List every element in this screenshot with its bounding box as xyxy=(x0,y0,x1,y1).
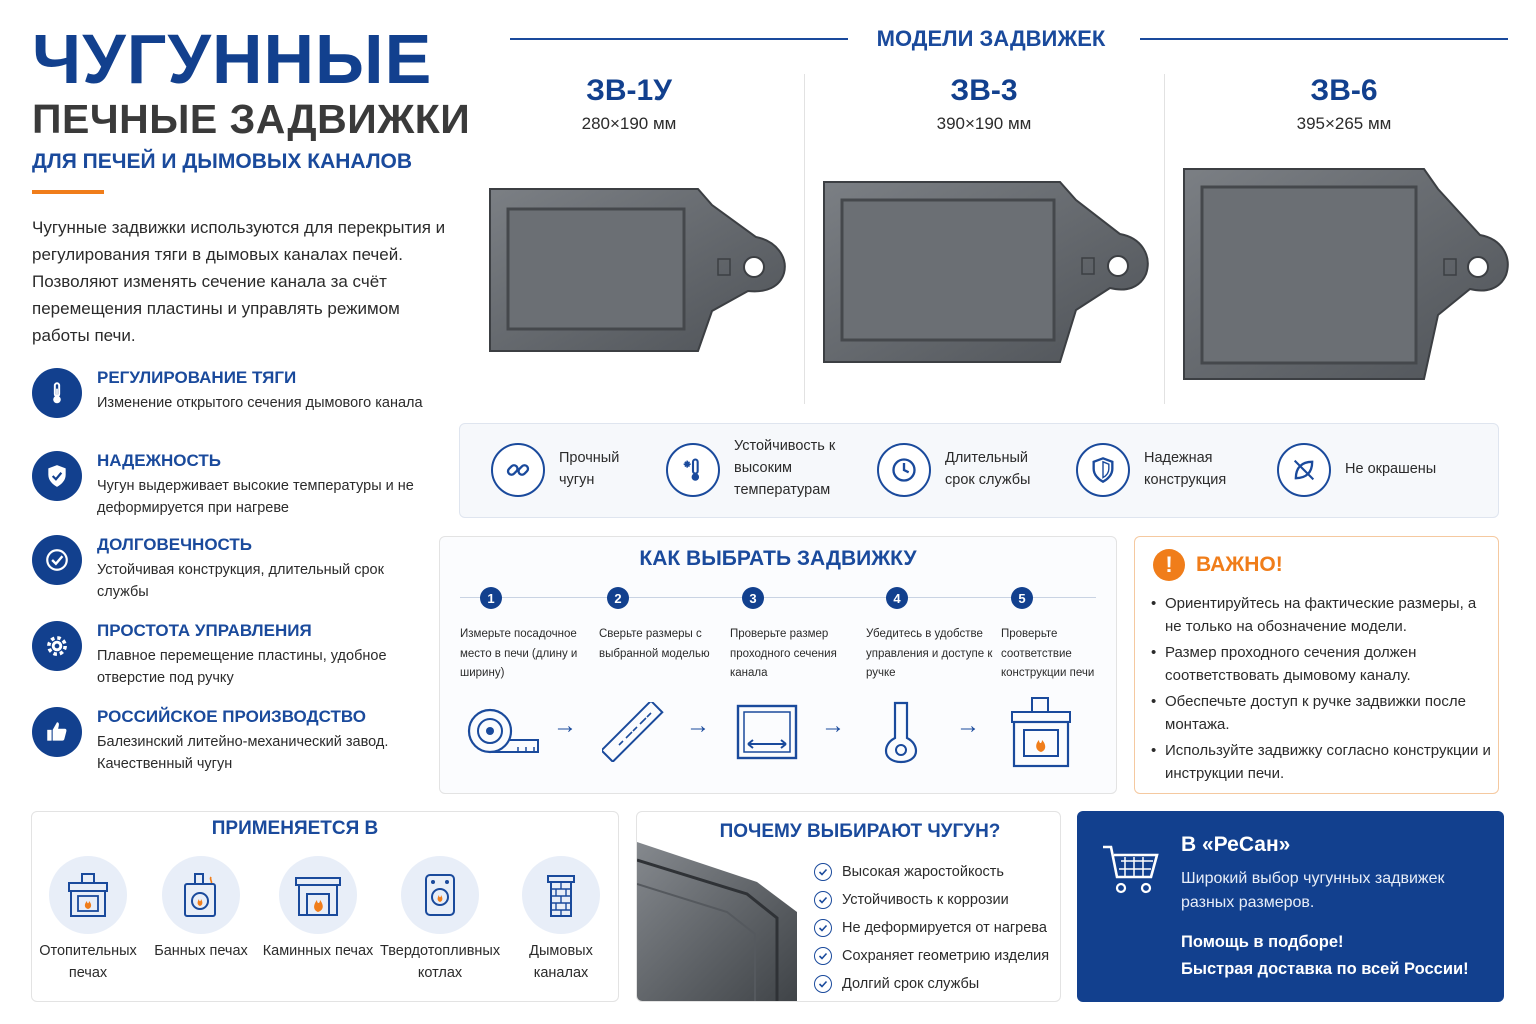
handle-icon xyxy=(884,700,918,764)
property-label: Надежная конструкция xyxy=(1144,450,1227,488)
resan-description: Широкий выбор чугунных задвижек разных размеров. xyxy=(1181,870,1445,911)
stove-icon xyxy=(1008,696,1074,768)
intro-text: Чугунные задвижки используются для перекрытия и регулирования тяги в дымовых каналах печей. Позволяют изменять сечение канала за счёт перемещения пластины и управлять режимом работы печи. xyxy=(32,218,446,345)
feature-title: РОССИЙСКОЕ ПРОИЗВОДСТВО xyxy=(97,707,366,726)
feature-reliability xyxy=(32,451,452,521)
chimney-icon xyxy=(522,856,600,934)
check-icon xyxy=(814,919,832,937)
heating-stove-icon xyxy=(49,856,127,934)
step-text: Убедитесь в удобстве управления и доступе к ручке xyxy=(866,628,993,679)
application-boiler xyxy=(380,856,500,984)
application-heating xyxy=(28,856,148,984)
step-number: 2 xyxy=(607,587,629,609)
page-title: ЧУГУННЫЕ xyxy=(32,20,433,98)
why-item-label: Сохраняет геометрию изделия xyxy=(842,948,1050,964)
application-label: Твердотопливных котлах xyxy=(380,943,501,981)
sauna-stove-icon xyxy=(162,856,240,934)
property-label: Прочный чугун xyxy=(559,450,620,488)
why-item xyxy=(814,973,1049,1001)
model-name: ЗВ-1У xyxy=(586,74,672,107)
resan-cta xyxy=(1181,929,1469,983)
feature-title: ПРОСТОТА УПРАВЛЕНИЯ xyxy=(97,621,312,640)
models-rule-left xyxy=(510,38,848,40)
clock-icon xyxy=(877,443,931,497)
feature-title: НАДЕЖНОСТЬ xyxy=(97,451,221,470)
application-label: Банных печах xyxy=(154,943,248,959)
damper-image-zv6 xyxy=(1180,165,1512,383)
feature-durability xyxy=(32,535,452,605)
important-item: • Обеспечьте доступ к ручке задвижки после монтажа. xyxy=(1151,690,1491,736)
steps-timeline xyxy=(460,597,1096,598)
feature-control xyxy=(32,621,452,691)
feature-desc: Устойчивая конструкция, длительный срок службы xyxy=(97,562,384,600)
model-name: ЗВ-6 xyxy=(1310,74,1378,107)
shield-icon xyxy=(32,451,82,501)
feature-desc: Изменение открытого сечения дымового канала xyxy=(97,395,423,411)
feature-draft xyxy=(32,368,452,438)
feature-desc: Плавное перемещение пластины, удобное отверстие под ручку xyxy=(97,648,387,686)
thermo-snow-icon xyxy=(666,443,720,497)
step-arrow-icon: → xyxy=(686,712,710,739)
property-label: Длительный срок службы xyxy=(945,450,1031,488)
ruler-icon xyxy=(602,702,666,762)
check-icon xyxy=(814,947,832,965)
check-icon xyxy=(814,891,832,909)
why-item xyxy=(814,861,1049,889)
leaf-crossed-icon xyxy=(1277,443,1331,497)
model-zv6 xyxy=(1244,74,1444,134)
important-item: • Размер проходного сечения должен соответствовать дымовому каналу. xyxy=(1151,641,1491,687)
step-number: 1 xyxy=(480,587,502,609)
step-number: 5 xyxy=(1011,587,1033,609)
chain-link-icon xyxy=(491,443,545,497)
models-title: МОДЕЛИ ЗАДВИЖЕК xyxy=(876,26,1106,51)
application-sauna xyxy=(141,856,261,962)
step-arrow-icon: → xyxy=(553,712,577,739)
page-title-line2: ПЕЧНЫЕ ЗАДВИЖКИ xyxy=(32,96,471,142)
resan-cta-line1: Помощь в подборе! xyxy=(1181,933,1344,951)
important-item: • Используйте задвижку согласно конструкции и инструкции печи. xyxy=(1151,739,1491,785)
models-rule-right xyxy=(1140,38,1508,40)
why-item-label: Устойчивость к коррозии xyxy=(842,892,1009,908)
check-icon xyxy=(814,975,832,993)
model-name: ЗВ-3 xyxy=(950,74,1018,107)
resan-title: В «РеСан» xyxy=(1181,833,1291,856)
step-number: 3 xyxy=(742,587,764,609)
step-text: Проверьте размер проходного сечения канала xyxy=(730,628,837,679)
step-arrow-icon: → xyxy=(821,712,845,739)
important-item: • Ориентируйтесь на фактические размеры, а не только на обозначение модели. xyxy=(1151,592,1491,638)
step-text: Измерьте посадочное место в печи (длину и ширину) xyxy=(460,628,578,679)
why-item xyxy=(814,917,1049,945)
boiler-icon xyxy=(401,856,479,934)
shopping-cart-icon xyxy=(1101,843,1161,897)
property-label: Устойчивость к высоким температурам xyxy=(734,438,836,498)
gear-icon xyxy=(32,621,82,671)
thumbs-up-icon xyxy=(32,707,82,757)
feature-desc: Балезинский литейно-механический завод. Качественный чугун xyxy=(97,734,389,772)
property-label: Не окрашены xyxy=(1345,461,1437,477)
cast-iron-closeup-image xyxy=(637,842,809,1002)
damper-image-zv1u xyxy=(486,185,788,355)
check-icon xyxy=(814,863,832,881)
channel-section-icon xyxy=(736,704,798,760)
application-label: Каминных печах xyxy=(262,943,374,959)
fireplace-icon xyxy=(279,856,357,934)
thermometer-icon xyxy=(32,368,82,418)
step-text: Проверьте соответствие конструкции печи xyxy=(1001,628,1095,679)
application-fireplace xyxy=(258,856,378,962)
model-zv3 xyxy=(884,74,1084,134)
important-title: ВАЖНО! xyxy=(1196,553,1283,576)
model-size: 395×265 мм xyxy=(1296,114,1392,133)
step-text: Сверьте размеры с выбранной моделью xyxy=(599,628,710,660)
important-list xyxy=(1151,592,1491,788)
why-item xyxy=(814,945,1049,973)
feature-title: РЕГУЛИРОВАНИЕ ТЯГИ xyxy=(97,368,297,387)
accent-divider xyxy=(32,190,104,194)
feature-title: ДОЛГОВЕЧНОСТЬ xyxy=(97,535,252,554)
check-badge-icon xyxy=(32,535,82,585)
shield-outline-icon xyxy=(1076,443,1130,497)
resan-cta-line2: Быстрая доставка по всей России! xyxy=(1181,960,1469,978)
model-zv1u xyxy=(529,74,729,134)
step-number: 4 xyxy=(886,587,908,609)
application-label: Дымовых каналах xyxy=(529,943,593,981)
why-item-label: Долгий срок службы xyxy=(842,976,980,992)
page-subtitle: ДЛЯ ПЕЧЕЙ И ДЫМОВЫХ КАНАЛОВ xyxy=(32,150,413,173)
why-list xyxy=(814,861,1049,1001)
why-item-label: Не деформируется от нагрева xyxy=(842,920,1047,936)
application-chimney xyxy=(501,856,621,984)
warning-icon: ! xyxy=(1153,549,1185,581)
feature-desc: Чугун выдерживает высокие температуры и не деформируется при нагреве xyxy=(97,478,414,516)
model-size: 280×190 мм xyxy=(581,114,677,133)
step-arrow-icon: → xyxy=(956,712,980,739)
model-separator xyxy=(1164,74,1165,404)
tape-measure-icon xyxy=(466,704,544,758)
application-label: Отопительных печах xyxy=(39,943,137,981)
why-title: ПОЧЕМУ ВЫБИРАЮТ ЧУГУН? xyxy=(719,821,1001,842)
damper-image-zv3 xyxy=(820,178,1150,366)
why-item xyxy=(814,889,1049,917)
applications-title: ПРИМЕНЯЕТСЯ В xyxy=(211,818,379,839)
why-item-label: Высокая жаростойкость xyxy=(842,864,1004,880)
model-size: 390×190 мм xyxy=(936,114,1032,133)
model-separator xyxy=(804,74,805,404)
feature-russian-made xyxy=(32,707,452,777)
how-to-choose-title: КАК ВЫБРАТЬ ЗАДВИЖКУ xyxy=(639,547,917,570)
